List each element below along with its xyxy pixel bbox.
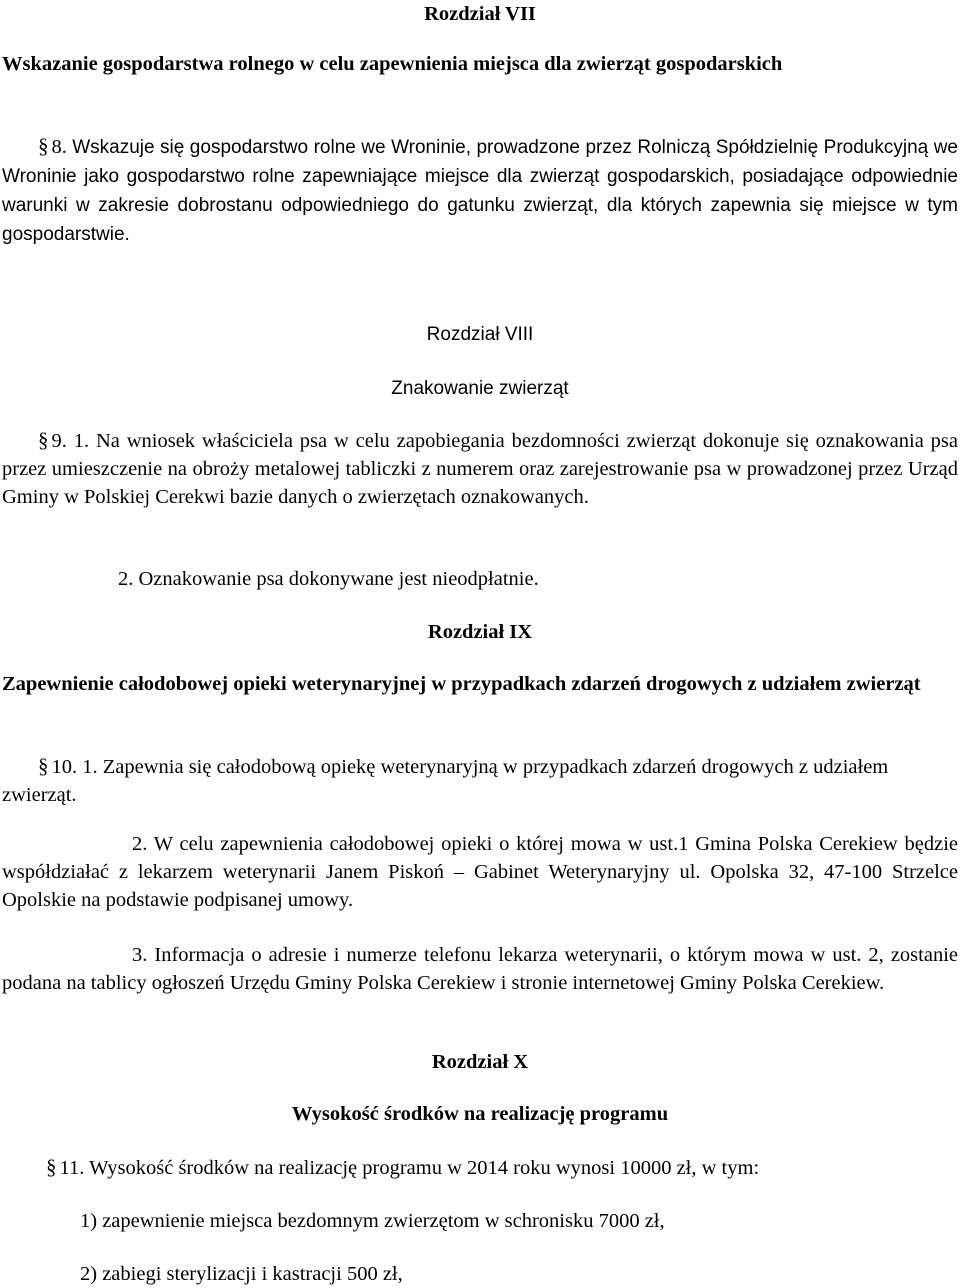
chapter-title-viii: Znakowanie zwierząt: [391, 378, 569, 399]
paragraph-11: [2, 1153, 958, 1182]
chapter-heading-viii: Rozdział VIII: [426, 324, 534, 345]
paragraph-symbol: §: [38, 754, 49, 778]
paragraph-9-item-2: 2. Oznakowanie psa dokonywane jest nieodpłatnie.: [118, 568, 539, 590]
paragraph-10-item-3: 3. Informacja o adresie i numerze telefonu lekarza weterynarii, o którym mowa w ust. 2, zostanie podana na tablicy ogłoszeń Urzędu Gminy Polska Cerekiew i stronie internetowej Gminy Polska Cerekiew.: [2, 944, 958, 994]
chapter-heading-x: Rozdział X: [431, 1051, 529, 1073]
chapter-heading-vii: Rozdział VII: [424, 3, 536, 25]
paragraph-text: Zapewnia się całodobową opiekę weterynaryjną w przypadkach zdarzeń drogowych z udziałem zwierząt.: [2, 756, 889, 806]
chapter-title-x: Wysokość środków na realizację programu: [291, 1103, 669, 1125]
paragraph-9: [2, 426, 958, 511]
paragraph-text: Wysokość środków na realizację programu w 2014 roku wynosi 10000 zł, w tym:: [89, 1157, 760, 1179]
list-item: 2) zabiegi sterylizacji i kastracji 500 zł,: [80, 1263, 403, 1285]
paragraph-10-item-2: 2. W celu zapewnienia całodobowej opieki o której mowa w ust.1 Gmina Polska Cerekiew będzie współdziałać z lekarzem weterynarii Janem Piskoń – Gabinet Weterynaryjny ul. Opolska 32, 47-100 Strzelce Opolskie na podstawie podpisanej umowy.: [2, 833, 958, 911]
paragraph-symbol: §: [38, 134, 49, 158]
paragraph-number: 10. 1.: [51, 756, 98, 778]
chapter-title-vii: Wskazanie gospodarstwa rolnego w celu zapewnienia miejsca dla zwierząt gospodarskich: [2, 53, 783, 75]
paragraph-symbol: §: [38, 428, 49, 452]
paragraph-number: 9. 1.: [51, 430, 90, 452]
list-item: 1) zapewnienie miejsca bezdomnym zwierzętom w schronisku 7000 zł,: [80, 1210, 665, 1232]
chapter-heading-ix: Rozdział IX: [427, 621, 533, 643]
paragraph-text: Na wniosek właściciela psa w celu zapobiegania bezdomności zwierząt dokonuje się oznakowania psa przez umieszczenie na obroży metalowej tabliczki z numerem oraz zarejestrowanie psa w prowadzonej przez Urząd Gminy w Polskiej Cerekwi bazie danych o zwierzętach oznakowanych.: [2, 430, 959, 508]
paragraph-8: [2, 132, 958, 249]
chapter-title-ix: Zapewnienie całodobowej opieki weterynaryjnej w przypadkach zdarzeń drogowych z udziałem zwierząt: [2, 673, 921, 695]
paragraph-number: 11.: [59, 1157, 85, 1179]
paragraph-number: 8.: [51, 136, 67, 158]
paragraph-10: [2, 752, 958, 809]
paragraph-symbol: §: [46, 1155, 57, 1179]
paragraph-text: Wskazuje się gospodarstwo rolne we Wroninie, prowadzone przez Rolniczą Spółdzielnię Produkcyjną we Wroninie jako gospodarstwo rolne zapewniające miejsce dla zwierząt gospodarskich, posiadające odpowiednie warunki w zakresie dobrostanu odpowiedniego do gatunku zwierząt, dla których zapewnia się miejsce w tym gospodarstwie.: [2, 137, 959, 245]
